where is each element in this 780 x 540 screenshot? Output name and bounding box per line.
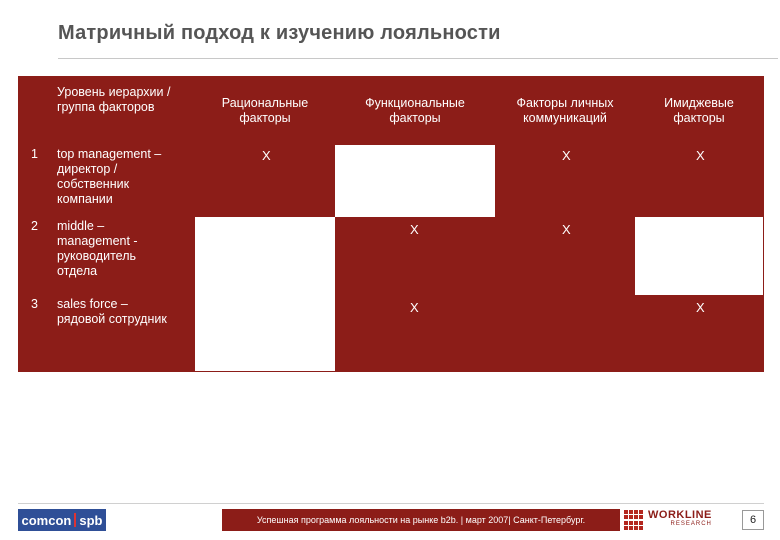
row-2-label-cell [19, 217, 195, 295]
row-1-level: top management – директор / собственник компании [57, 147, 162, 206]
comcon-logo [18, 509, 106, 531]
r1-rational-cell [195, 145, 335, 217]
slide-title: Матричный подход к изучению лояльности [58, 22, 501, 44]
header-personal [495, 77, 635, 145]
r1-image-mark: X [696, 148, 705, 163]
r1-functional-cell [335, 145, 495, 217]
r1-personal-mark: X [562, 148, 571, 163]
footer-caption: Успешная программа лояльности на рынке b2b. | март 2007| Санкт-Петербург. [256, 515, 586, 525]
page-number-value: 6 [749, 514, 757, 526]
r2-image-cell [635, 217, 763, 295]
r3-functional-mark: X [410, 300, 419, 315]
workline-logo-grid-icon [624, 510, 646, 530]
title-divider [58, 58, 778, 59]
r2-functional-cell [335, 217, 495, 295]
r3-image-mark: X [696, 300, 705, 315]
page-number [742, 510, 764, 530]
row-1-label-cell [19, 145, 195, 217]
header-image-label: Имиджевые факторы [664, 96, 734, 125]
header-personal-label: Факторы личных коммуникаций [516, 96, 614, 125]
r2-functional-mark: X [410, 222, 419, 237]
comcon-logo-text-a: comcon [21, 512, 72, 528]
r2-personal-mark: X [562, 222, 571, 237]
header-rational-label: Рациональные факторы [221, 96, 309, 125]
row-3-level: sales force – рядовой сотрудник [57, 297, 167, 326]
header-functional-label: Функциональные факторы [365, 96, 465, 125]
workline-logo-sub: RESEARCH [670, 521, 712, 527]
row-3-label-cell [19, 295, 195, 371]
r3-functional-cell [335, 295, 495, 371]
row-1-number: 1 [31, 147, 38, 161]
r3-image-cell [635, 295, 763, 371]
workline-logo [648, 509, 712, 527]
header-rational [195, 77, 335, 145]
loyalty-matrix [18, 76, 764, 372]
r1-rational-mark: X [262, 148, 271, 163]
row-2-number: 2 [31, 219, 38, 233]
header-hierarchy [19, 77, 195, 145]
r1-personal-cell [495, 145, 635, 217]
row-3-number: 3 [31, 297, 38, 311]
header-image [635, 77, 763, 145]
r1-image-cell [635, 145, 763, 217]
r3-personal-cell [495, 295, 635, 371]
comcon-logo-text-b: spb [79, 512, 103, 528]
r2-personal-cell [495, 217, 635, 295]
comcon-logo-separator [74, 513, 76, 527]
r3-rational-cell [195, 295, 335, 371]
header-hierarchy-label: Уровень иерархии / группа факторов [57, 85, 171, 114]
footer-divider [18, 503, 764, 504]
r2-rational-cell [195, 217, 335, 295]
header-functional [335, 77, 495, 145]
row-2-level: middle – management - руководитель отдела [57, 219, 138, 278]
footer-caption-bar [222, 509, 620, 531]
workline-logo-text: WORKLINE [648, 509, 712, 521]
